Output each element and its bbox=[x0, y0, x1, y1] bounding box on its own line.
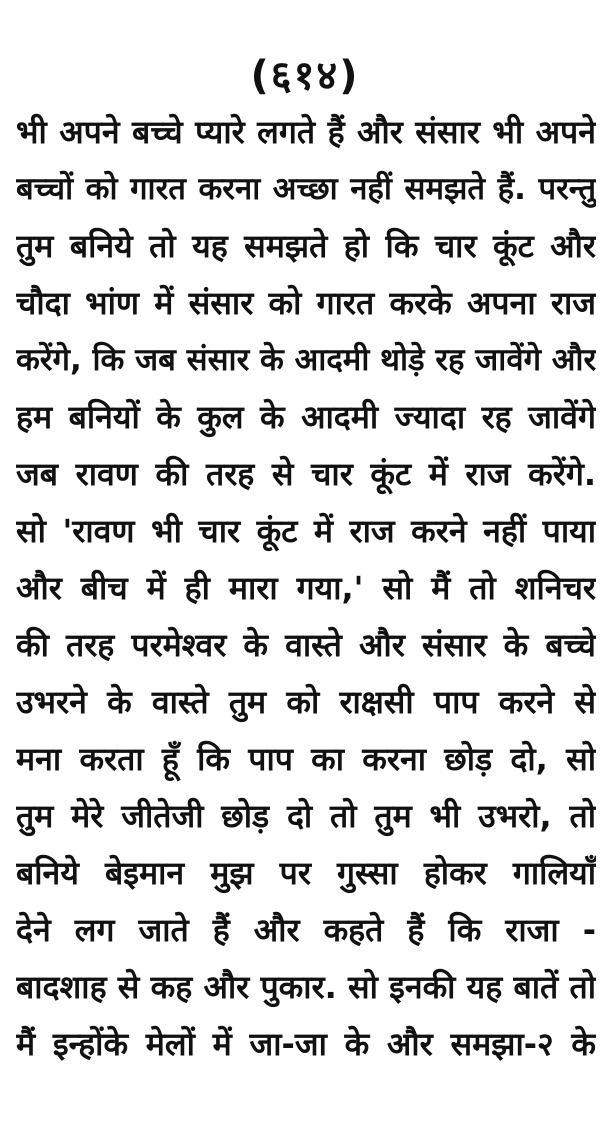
text-line: सो 'रावण भी चार कूंट में राज करने नहीं पाया bbox=[16, 512, 596, 550]
text-line: मैं इन्होंके मेलों में जा-जा के और समझा-२ के bbox=[16, 1025, 596, 1063]
text-line: चौदा भांण में संसार को गारत करके अपना राज bbox=[16, 284, 596, 322]
text-line: करेंगे, कि जब संसार के आदमी थोड़े रह जावेंगे और bbox=[16, 342, 596, 378]
text-line: देने लग जाते हैं और कहते हैं कि राजा - bbox=[16, 911, 596, 949]
text-line: तुम बनिये तो यह समझते हो कि चार कूंट और bbox=[16, 227, 596, 265]
text-line: जब रावण की तरह से चार कूंट में राज करेंगे. bbox=[16, 455, 596, 493]
text-line: बादशाह से कह और पुकार. सो इनकी यह बातें तो bbox=[16, 968, 596, 1006]
text-line: तुम मेरे जीतेजी छोड़ दो तो तुम भी उभरो, तो bbox=[16, 797, 596, 835]
text-line: की तरह परमेश्वर के वास्ते और संसार के बच्चे bbox=[16, 626, 596, 664]
text-line: और बीच में ही मारा गया,' सो मैं तो शनिचर bbox=[16, 569, 596, 607]
text-line: मना करता हूँ कि पाप का करना छोड़ दो, सो bbox=[16, 740, 596, 778]
text-line: उभरने के वास्ते तुम को राक्षसी पाप करने से bbox=[16, 683, 596, 721]
text-line: बनिये बेइमान मुझ पर गुस्सा होकर गालियाँ bbox=[16, 854, 596, 892]
text-line: बच्चों को गारत करना अच्छा नहीं समझते हैं. परन्तु bbox=[16, 171, 596, 207]
body-text bbox=[16, 104, 596, 1073]
text-line: भी अपने बच्चे प्यारे लगते हैं और संसार भी अपने bbox=[16, 113, 596, 151]
text-line: हम बनियों के कुल के आदमी ज्यादा रह जावेंगे bbox=[16, 398, 596, 436]
page-number: (६१४) bbox=[250, 53, 360, 99]
